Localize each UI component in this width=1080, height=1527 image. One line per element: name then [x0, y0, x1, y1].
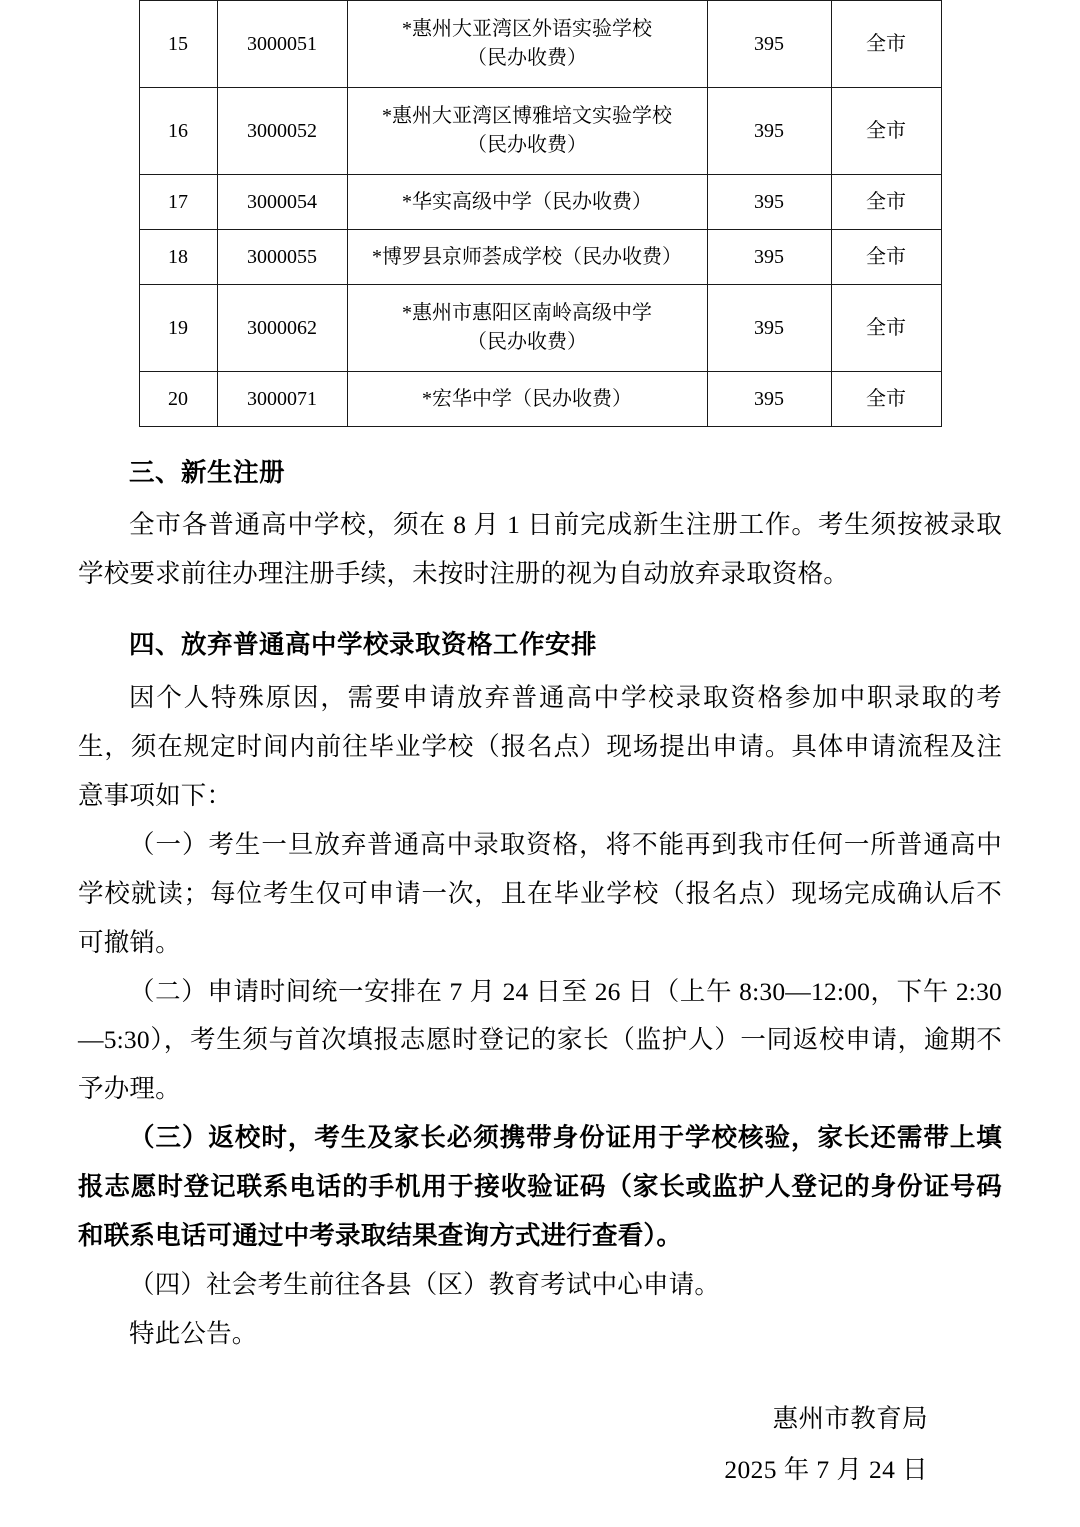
cell-school-name [347, 175, 707, 230]
cell-score: 395 [707, 1, 831, 88]
issue-date: 2025 年 7 月 24 日 [724, 1455, 928, 1485]
cell-index: 16 [139, 88, 217, 175]
cell-code: 3000055 [217, 230, 347, 285]
cell-code: 3000051 [217, 1, 347, 88]
cell-area: 全市 [831, 175, 941, 230]
table-row [139, 88, 941, 175]
cell-score: 395 [707, 88, 831, 175]
cell-school-name [347, 230, 707, 285]
cell-score: 395 [707, 285, 831, 372]
school-name-line: *华实高级中学（民办收费） [402, 190, 652, 213]
table-row [139, 372, 941, 427]
cell-area: 全市 [831, 230, 941, 285]
cell-score: 395 [707, 175, 831, 230]
table-row [139, 1, 941, 88]
cell-school-name [347, 285, 707, 372]
cell-index: 18 [139, 230, 217, 285]
section-4-item-1: （一）考生一旦放弃普通高中录取资格，将不能再到我市任何一所普通高中学校就读；每位考生仅可申请一次，且在毕业学校（报名点）现场完成确认后不可撤销。 [78, 829, 1002, 957]
school-name-line: *惠州大亚湾区外语实验学校 [402, 18, 652, 40]
cell-school-name [347, 88, 707, 175]
signature-block [78, 1393, 1002, 1495]
school-name-line: *宏华中学（民办收费） [422, 387, 632, 410]
school-admission-table [139, 0, 942, 427]
cell-index: 19 [139, 285, 217, 372]
table-body [139, 1, 941, 427]
school-name-line: *惠州市惠阳区南岭高级中学 [402, 302, 652, 324]
cell-area: 全市 [831, 88, 941, 175]
cell-area: 全市 [831, 1, 941, 88]
section-heading-4: 四、放弃普通高中学校录取资格工作安排 [129, 631, 598, 660]
cell-code: 3000054 [217, 175, 347, 230]
cell-code: 3000052 [217, 88, 347, 175]
school-name-line: （民办收费） [467, 134, 587, 156]
cell-score: 395 [707, 372, 831, 427]
cell-index: 20 [139, 372, 217, 427]
cell-index: 17 [139, 175, 217, 230]
cell-area: 全市 [831, 372, 941, 427]
school-name-line: *惠州大亚湾区博雅培文实验学校 [382, 105, 672, 127]
closing-note: 特此公告。 [129, 1319, 258, 1349]
section-4-paragraph-1: 因个人特殊原因，需要申请放弃普通高中学校录取资格参加中职录取的考生，须在规定时间内前往毕业学校（报名点）现场提出申请。具体申请流程及注意事项如下： [78, 682, 1002, 810]
section-4-item-4: （四）社会考生前往各县（区）教育考试中心申请。 [129, 1270, 721, 1300]
cell-index: 15 [139, 1, 217, 88]
section-4-item-2: （二）申请时间统一安排在 7 月 24 日至 26 日（上午 8:30—12:00，下午 2:30—5:30），考生须与首次填报志愿时登记的家长（监护人）一同返校申请，逾期不予办理。 [78, 976, 1002, 1104]
section-3-paragraph-1: 全市各普通高中学校，须在 8 月 1 日前完成新生注册工作。考生须按被录取学校要求前往办理注册手续，未按时注册的视为自动放弃录取资格。 [78, 510, 1002, 589]
cell-code: 3000071 [217, 372, 347, 427]
table-row [139, 175, 941, 230]
cell-code: 3000062 [217, 285, 347, 372]
cell-area: 全市 [831, 285, 941, 372]
section-4-item-3: （三）返校时，考生及家长必须携带身份证用于学校核验，家长还需带上填报志愿时登记联系电话的手机用于接收验证码（家长或监护人登记的身份证号码和联系电话可通过中考录取结果查询方式进行查看）。 [78, 1124, 1002, 1251]
section-heading-3: 三、新生注册 [129, 459, 286, 487]
table-row [139, 230, 941, 285]
school-name-line: （民办收费） [467, 331, 587, 353]
cell-school-name [347, 372, 707, 427]
cell-school-name [347, 1, 707, 88]
school-name-line: *博罗县京师荟成学校（民办收费） [372, 245, 682, 268]
table-row [139, 285, 941, 372]
school-name-line: （民办收费） [467, 47, 587, 69]
cell-score: 395 [707, 230, 831, 285]
issuer-name: 惠州市教育局 [772, 1404, 928, 1434]
